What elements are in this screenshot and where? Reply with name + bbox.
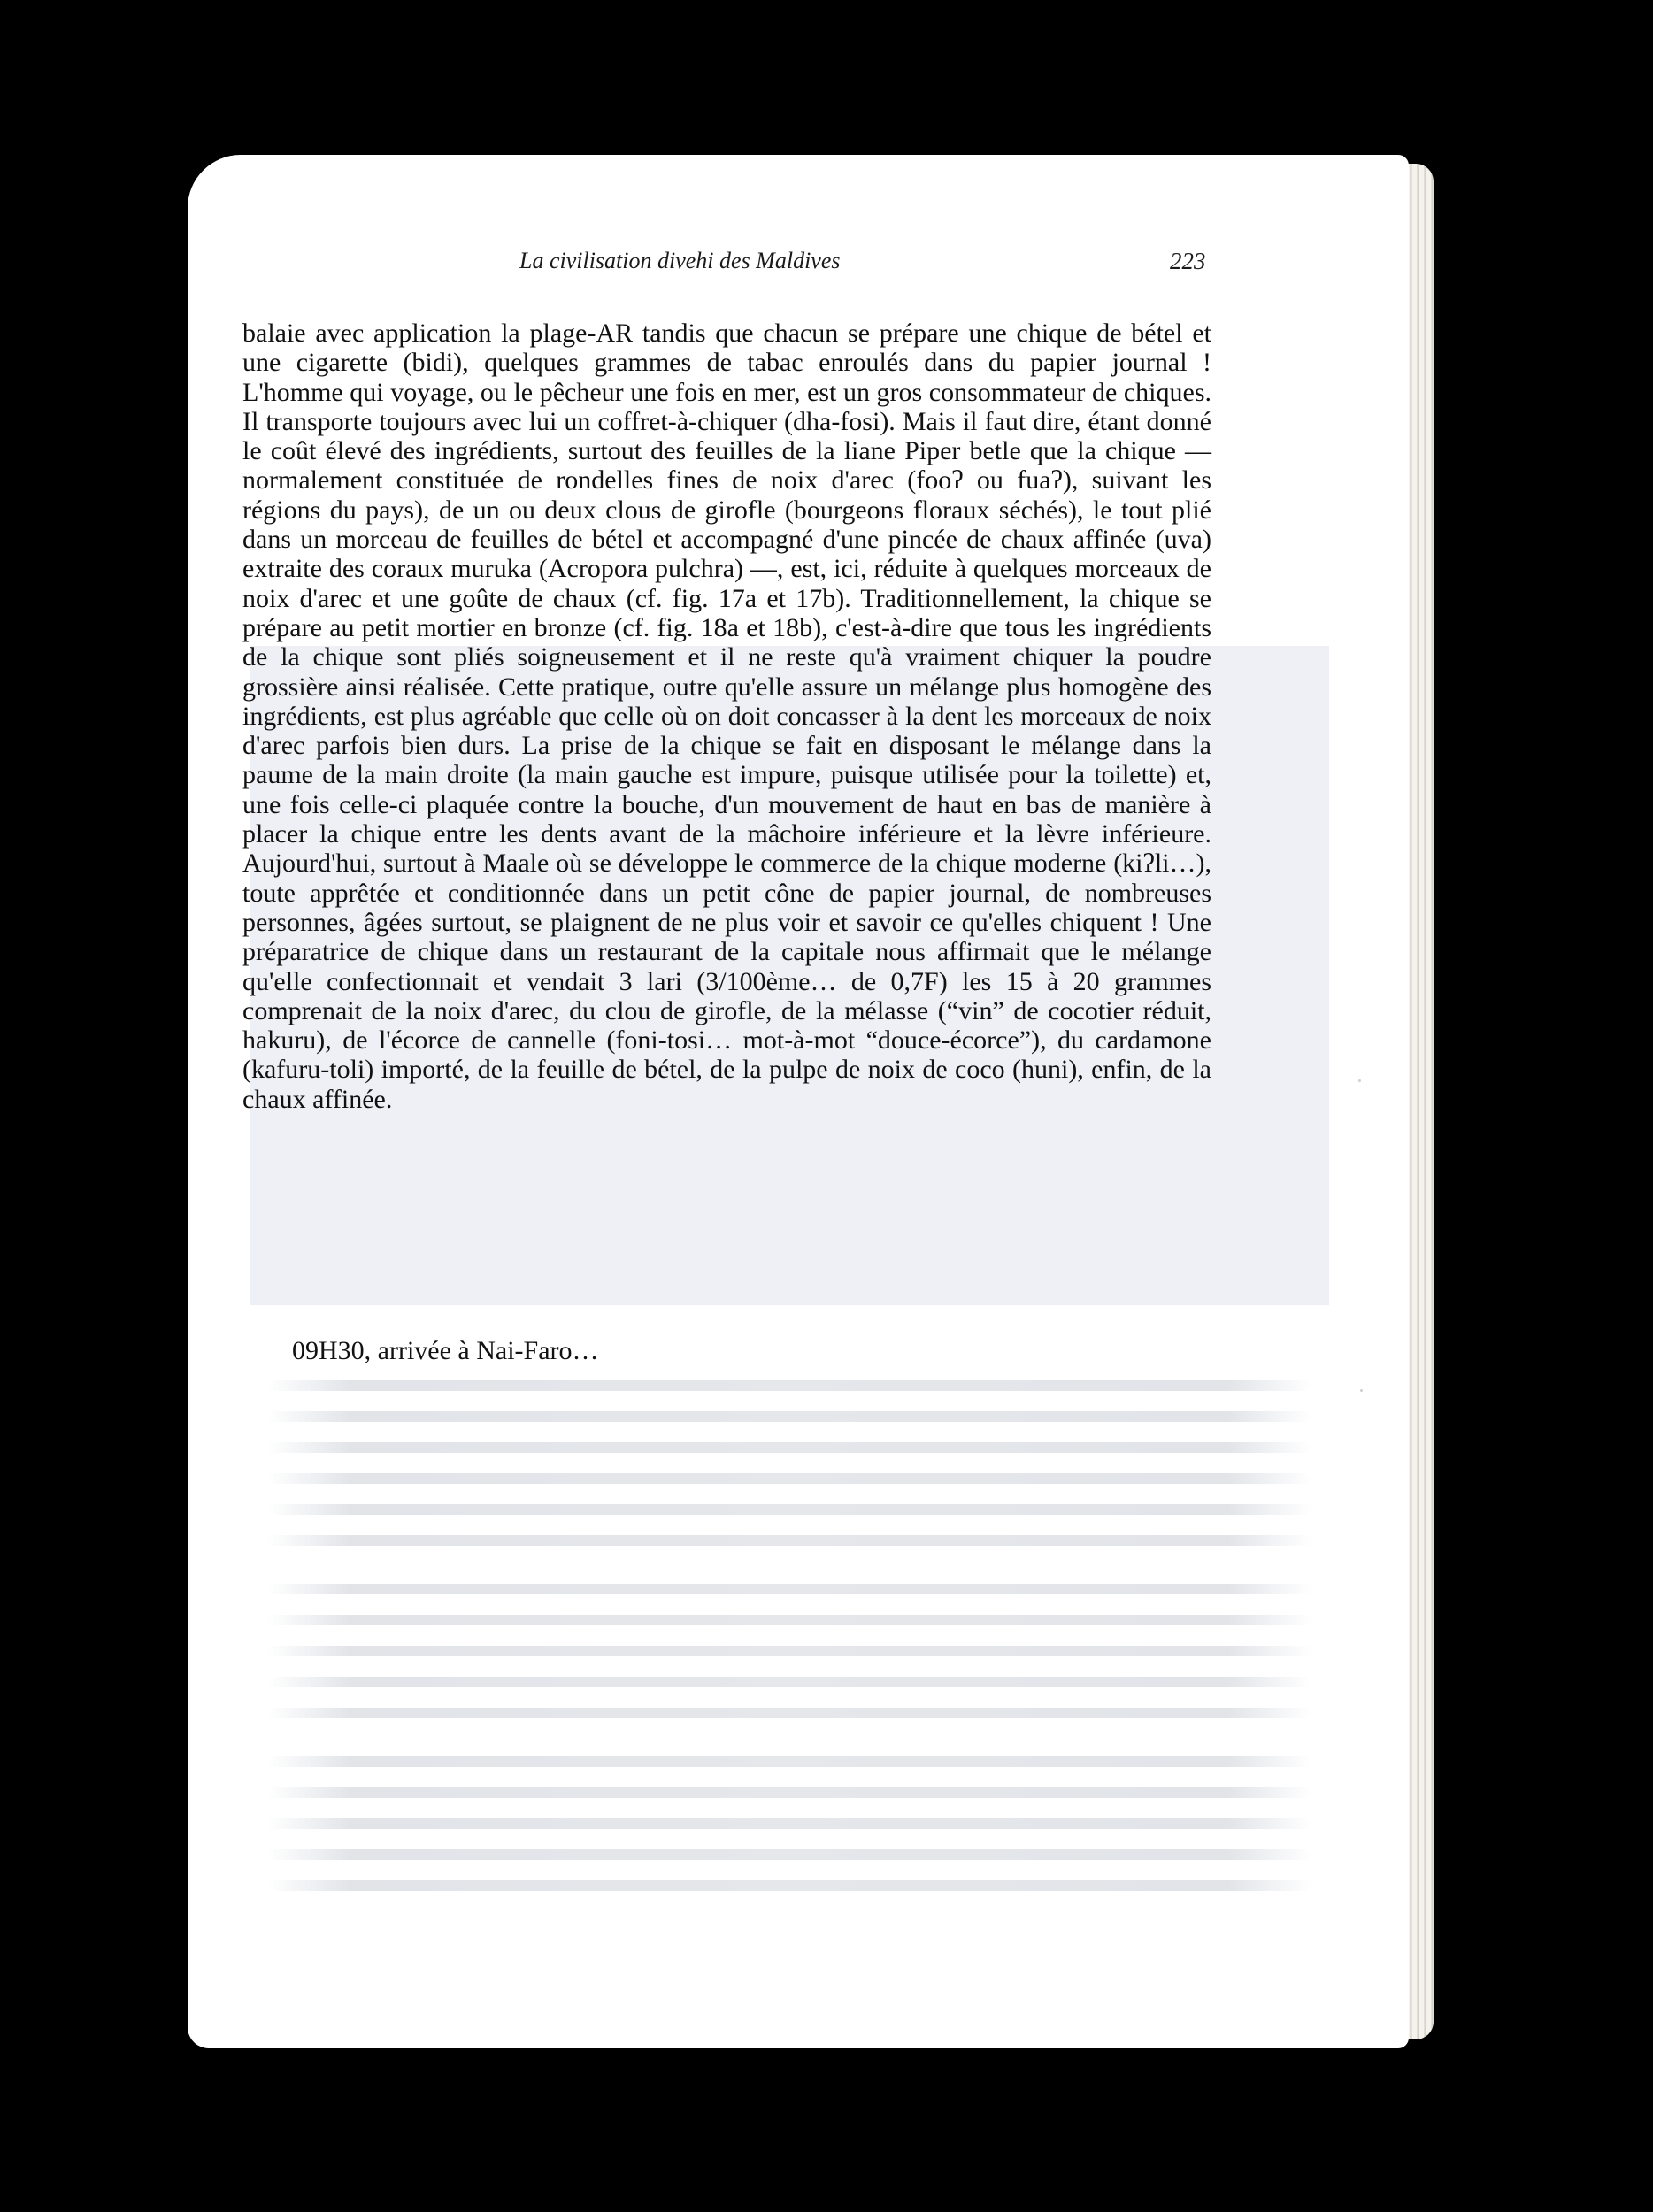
running-head [188, 248, 1409, 283]
show-through-line [267, 1849, 1311, 1860]
main-paragraph: balaie avec application la plage-AR tandis que chacun se prépare une chique de bétel et une cigarette (bidi), quelques grammes de tabac enroulés dans du papier journal ! L'homme qui voyage, ou le pêcheur une fois en mer, est un gros consommateur de chiques. Il transporte toujours avec lui un coffret-à-chiquer (dha-fosi). Mais il faut dire, étant donné le coût élevé des ingrédients, surtout des feuilles de la liane Piper betle que la chique — normalement constituée de rondelles fines de noix d'arec (fooʔ ou fuaʔ), suivant les régions du pays), de un ou deux clous de girofle (bourgeons floraux séchés), le tout plié dans un morceau de feuilles de bétel et accompagné d'une pincée de chaux affinée (uva) extraite des coraux muruka (Acropora pulchra) —, est, ici, réduite à quelques morceaux de noix d'arec et une goûte de chaux (cf. fig. 17a et 17b). Traditionnellement, la chique se prépare au petit mortier en bronze (cf. fig. 18a et 18b), c'est-à-dire que tous les ingrédients de la chique sont pliés soigneusement et il ne reste qu'à vraiment chiquer la poudre grossière ainsi réalisée. Cette pratique, outre qu'elle assure un mélange plus homogène des ingrédients, est plus agréable que celle où on doit concasser à la dent les morceaux de noix d'arec parfois bien durs. La prise de la chique se fait en disposant le mélange dans la paume de la main droite (la main gauche est impure, puisque utilisée pour la toilette) et, une fois celle-ci plaquée contre la bouche, d'un mouvement de haut en bas de manière à placer la chique entre les dents avant de la mâchoire inférieure et la lèvre inférieure. Aujourd'hui, surtout à Maale où se développe le commerce de la chique moderne (kiʔli…), toute apprêtée et conditionnée dans un petit cône de papier journal, de nombreuses personnes, âgées surtout, se plaignent de ne plus voir et savoir ce qu'elles chiquent ! Une préparatrice de chique dans un restaurant de la capitale nous affirmait que le mélange qu'elle confectionnait et vendait 3 lari (3/100ème… de 0,7F) les 15 à 20 grammes comprenait de la noix d'arec, du clou de girofle, de la mélasse (“vin” de cocotier réduit, hakuru), de l'écorce de cannelle (foni-tosi… mot-à-mot “douce-écorce”), du cardamone (kafuru-toli) importé, de la feuille de bétel, de la pulpe de noix de coco (huni), enfin, de la chaux affinée. [242, 319, 1211, 1114]
show-through-line [267, 1708, 1311, 1718]
dust-speck [1360, 1389, 1363, 1392]
show-through-line [267, 1584, 1311, 1594]
show-through-line [267, 1787, 1311, 1798]
body-text [242, 319, 1211, 1114]
show-through-line [267, 1615, 1311, 1625]
show-through-line [267, 1646, 1311, 1656]
page-number: 223 [1170, 248, 1206, 274]
book-page [188, 155, 1409, 2048]
show-through-line [267, 1535, 1311, 1546]
show-through-line [267, 1504, 1311, 1515]
show-through-line [267, 1818, 1311, 1829]
running-title: La civilisation divehi des Maldives [519, 248, 841, 273]
show-through-line [267, 1880, 1311, 1891]
show-through-line [267, 1380, 1311, 1391]
show-through-line [267, 1756, 1311, 1767]
show-through-line [267, 1473, 1311, 1484]
show-through-line [267, 1411, 1311, 1422]
show-through-line [267, 1677, 1311, 1687]
closing-line: 09H30, arrivée à Nai-Faro… [292, 1336, 599, 1365]
show-through-line [267, 1442, 1311, 1453]
dust-speck [1358, 1079, 1361, 1082]
